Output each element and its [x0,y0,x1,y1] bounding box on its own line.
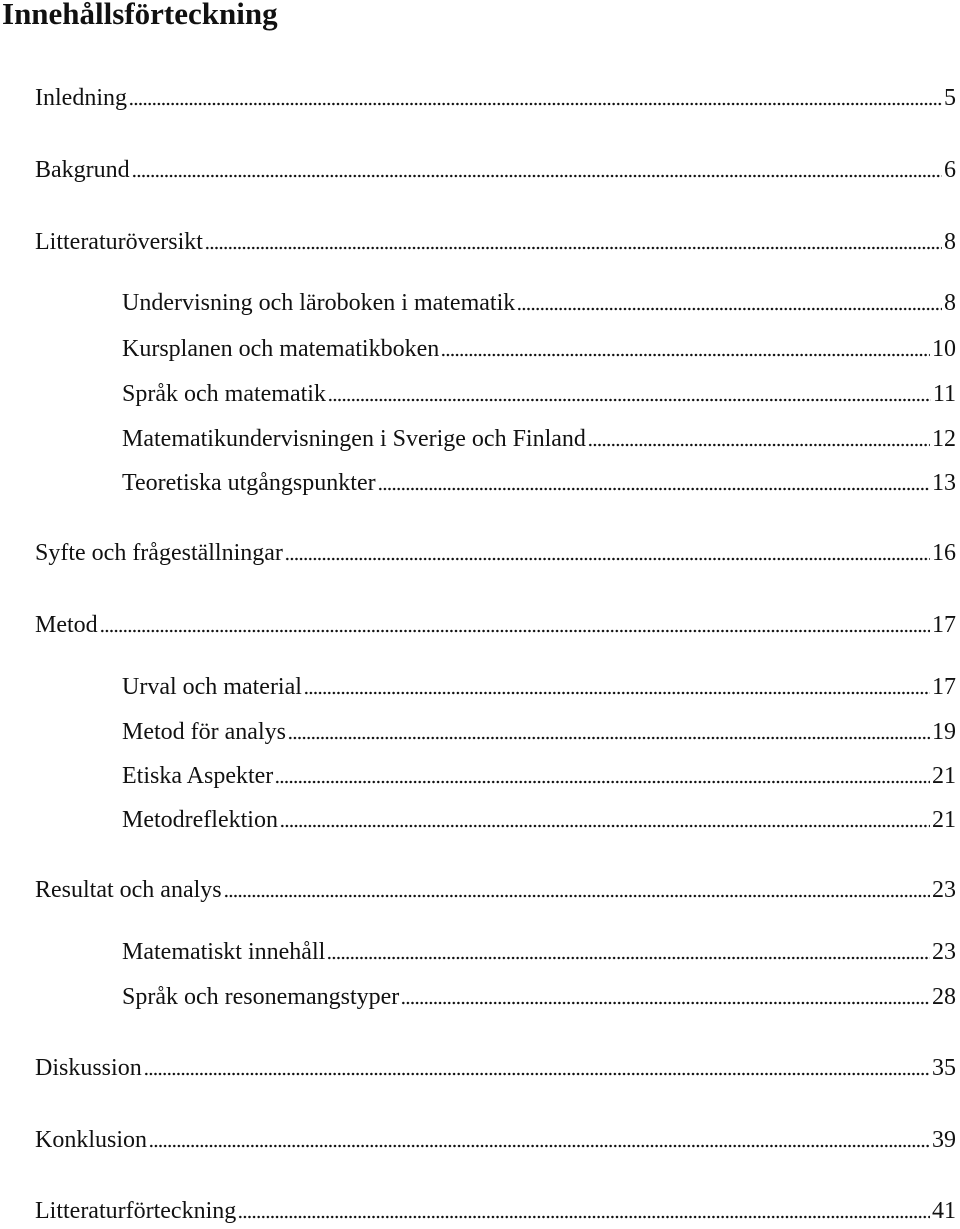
toc-entry-label: Metod för analys [122,719,286,745]
toc-entry-label: Konklusion [35,1127,148,1153]
dot-leader [328,398,931,402]
dot-leader [238,1215,930,1219]
toc-entry-page: 41 [932,1198,956,1224]
toc-entry-page: 8 [944,290,956,316]
toc-entry-label: Diskussion [35,1055,142,1081]
dot-leader [304,691,930,695]
toc-entry-page: 13 [932,470,956,496]
toc-entry-page: 5 [944,85,956,111]
dot-leader [588,443,930,447]
toc-entry-label: Bakgrund [35,157,130,183]
toc-entry-bakgrund[interactable] [35,150,956,184]
toc-entry-label: Undervisning och läroboken i matematik [122,290,516,316]
toc-entry-teoretiska-utgangspunkter[interactable] [122,463,956,497]
toc-entry-litteraturoversikt[interactable] [35,222,956,256]
toc-entry-page: 16 [932,540,956,566]
toc-entry-page: 35 [932,1055,956,1081]
toc-entry-label: Urval och material [122,674,302,700]
toc-entry-kursplanen[interactable] [122,329,956,363]
dot-leader [517,307,942,311]
toc-entry-matematiskt-innehall[interactable] [122,932,956,966]
dot-leader [129,102,942,106]
toc-entry-inledning[interactable] [35,78,956,112]
toc-entry-label: Litteraturförteckning [35,1198,237,1224]
toc-entry-metod[interactable] [35,605,956,639]
toc-entry-label: Teoretiska utgångspunkter [122,470,376,496]
dot-leader [275,780,930,784]
toc-entry-page: 8 [944,229,956,255]
toc-entry-label: Inledning [35,85,127,111]
toc-entry-label: Matematikundervisningen i Sverige och Finland [122,426,586,452]
toc-entry-konklusion[interactable] [35,1120,956,1154]
toc-entry-label: Metod [35,612,98,638]
toc-entry-matematikundervisningen[interactable] [122,419,956,453]
toc-entry-page: 28 [932,984,956,1010]
toc-entry-urval[interactable] [122,667,956,701]
toc-entry-page: 6 [944,157,956,183]
dot-leader [144,1072,930,1076]
dot-leader [327,956,930,960]
toc-entry-label: Språk och matematik [122,381,326,407]
toc-entry-label: Kursplanen och matematikboken [122,336,440,362]
toc-entry-litteraturforteckning[interactable] [35,1191,956,1225]
toc-entry-page: 21 [932,807,956,833]
toc-entry-page: 21 [932,763,956,789]
toc-entry-page: 19 [932,719,956,745]
dot-leader [100,629,930,633]
toc-entry-resultat-och-analys[interactable] [35,870,956,904]
dot-leader [288,736,930,740]
dot-leader [132,174,942,178]
toc-entry-etiska-aspekter[interactable] [122,756,956,790]
toc-entry-page: 23 [932,877,956,903]
dot-leader [149,1144,930,1148]
dot-leader [441,353,930,357]
toc-entry-metod-for-analys[interactable] [122,712,956,746]
toc-entry-page: 10 [932,336,956,362]
dot-leader [205,246,942,250]
dot-leader [285,557,930,561]
toc-entry-syfte[interactable] [35,533,956,567]
toc-entry-label: Metodreflektion [122,807,278,833]
dot-leader [224,894,930,898]
toc-entry-label: Litteraturöversikt [35,229,203,255]
dot-leader [280,824,930,828]
toc-entry-sprak-och-matematik[interactable] [122,374,956,408]
toc-entry-sprak-och-resonemangstyper[interactable] [122,977,956,1011]
toc-entry-diskussion[interactable] [35,1048,956,1082]
page-title: Innehållsförteckning [2,0,278,31]
toc-entry-page: 17 [932,674,956,700]
toc-entry-metodreflektion[interactable] [122,800,956,834]
toc-entry-page: 23 [932,939,956,965]
dot-leader [401,1001,930,1005]
toc-entry-label: Resultat och analys [35,877,222,903]
toc-entry-label: Matematiskt innehåll [122,939,326,965]
toc-entry-label: Syfte och frågeställningar [35,540,283,566]
toc-entry-label: Etiska Aspekter [122,763,274,789]
toc-entry-page: 17 [932,612,956,638]
toc-entry-page: 39 [932,1127,956,1153]
dot-leader [378,487,930,491]
toc-entry-page: 12 [932,426,956,452]
toc-entry-label: Språk och resonemangstyper [122,984,400,1010]
toc-entry-page: 11 [932,381,956,407]
toc-entry-undervisning-och-laroboken[interactable] [122,283,956,317]
